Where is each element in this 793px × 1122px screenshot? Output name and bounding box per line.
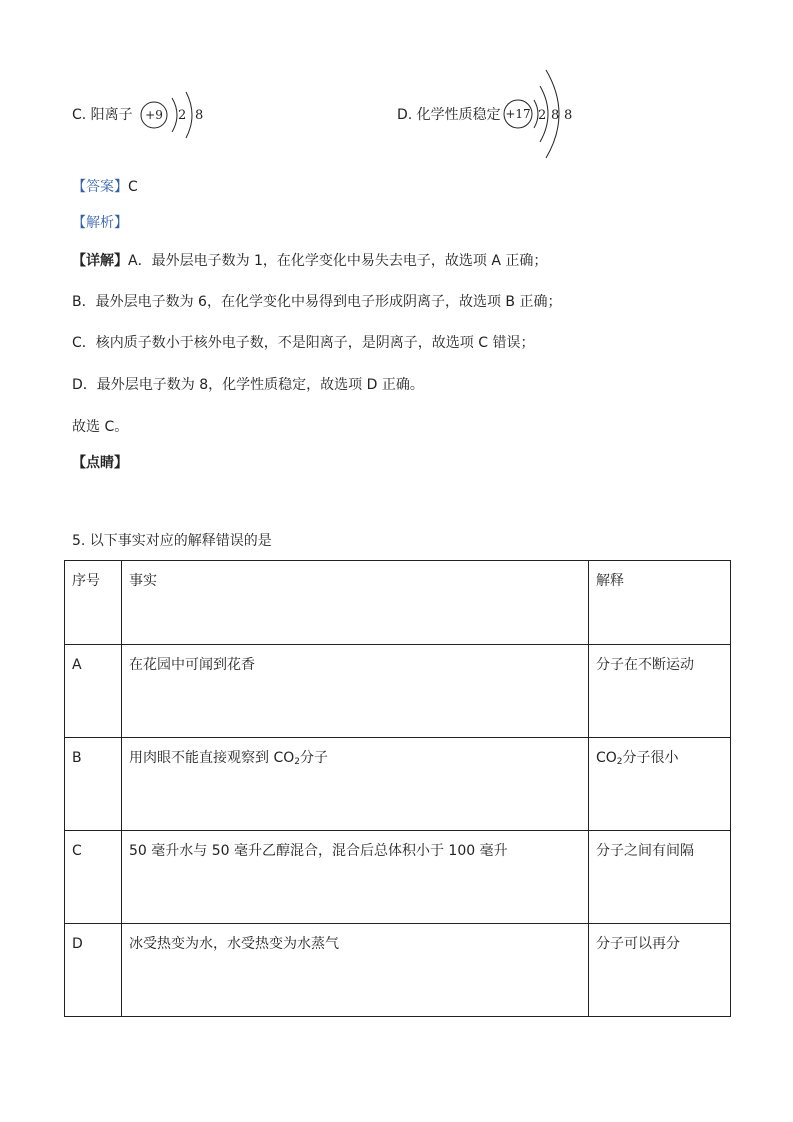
detail-line-d: D．最外层电子数为 8，化学性质稳定，故选项 D 正确。 (72, 377, 424, 393)
explanation-text: CO (596, 750, 617, 766)
answer-line (72, 176, 138, 196)
row-fact: 50 毫升水与 50 毫升乙醇混合，混合后总体积小于 100 毫升 (122, 831, 589, 924)
question-5-table (64, 560, 731, 1017)
option-c-atom-diagram (136, 92, 216, 138)
analysis-line (72, 212, 128, 232)
detail-line-c: C．核内质子数小于核外电子数，不是阳离子，是阴离子，故选项 C 错误； (72, 335, 535, 351)
table-row (65, 645, 731, 738)
row-explanation (589, 738, 731, 831)
comment-tag: 【点睛】 (72, 455, 128, 471)
nucleus-charge: +9 (145, 108, 163, 122)
row-index: A (65, 645, 122, 738)
subscript: 2 (294, 757, 300, 767)
detail-conclusion: 故选 C。 (72, 419, 129, 435)
detail-a-text: A．最外层电子数为 1，在化学变化中易失去电子，故选项 A 正确； (128, 253, 548, 269)
header-index: 序号 (65, 561, 122, 645)
table-header-row (65, 561, 731, 645)
shell-count: 2 (538, 108, 547, 123)
shell-arc (172, 98, 177, 132)
row-index: D (65, 924, 122, 1017)
shell-count: 8 (551, 108, 560, 123)
answer-tag: 【答案】 (72, 179, 128, 195)
detail-line-a (72, 250, 547, 270)
comment-line (72, 452, 128, 472)
header-fact: 事实 (122, 561, 589, 645)
nucleus-charge: +17 (505, 107, 531, 121)
table-row (65, 831, 731, 924)
option-c-label: C. 阳离子 (72, 107, 133, 123)
header-explanation: 解释 (589, 561, 731, 645)
shell-count: 8 (564, 108, 573, 123)
shell-arc (186, 92, 192, 138)
detail-line-b: B．最外层电子数为 6，在化学变化中易得到电子形成阴离子，故选项 B 正确； (72, 294, 562, 310)
row-explanation: 分子在不断运动 (589, 645, 731, 738)
analysis-tag: 【解析】 (72, 215, 128, 231)
table-row (65, 738, 731, 831)
row-explanation: 分子之间有间隔 (589, 831, 731, 924)
row-fact: 冰受热变为水，水受热变为水蒸气 (122, 924, 589, 1017)
fact-text: 用肉眼不能直接观察到 CO (129, 750, 295, 766)
row-fact (122, 738, 589, 831)
fact-text: 分子 (299, 750, 328, 766)
row-index: C (65, 831, 122, 924)
row-fact: 在花园中可闻到花香 (122, 645, 589, 738)
row-explanation: 分子可以再分 (589, 924, 731, 1017)
shell-count: 8 (195, 108, 204, 123)
option-d-atom-diagram (500, 66, 590, 162)
row-index: B (65, 738, 122, 831)
detail-tag: 【详解】 (72, 253, 128, 269)
explanation-text: 分子很小 (622, 750, 679, 766)
answer-value: C (128, 179, 138, 195)
option-d-label: D. 化学性质稳定 (397, 107, 501, 123)
table-row (65, 924, 731, 1017)
shell-count: 2 (178, 108, 187, 123)
subscript: 2 (616, 757, 623, 767)
question-5-title: 5. 以下事实对应的解释错误的是 (72, 533, 272, 549)
